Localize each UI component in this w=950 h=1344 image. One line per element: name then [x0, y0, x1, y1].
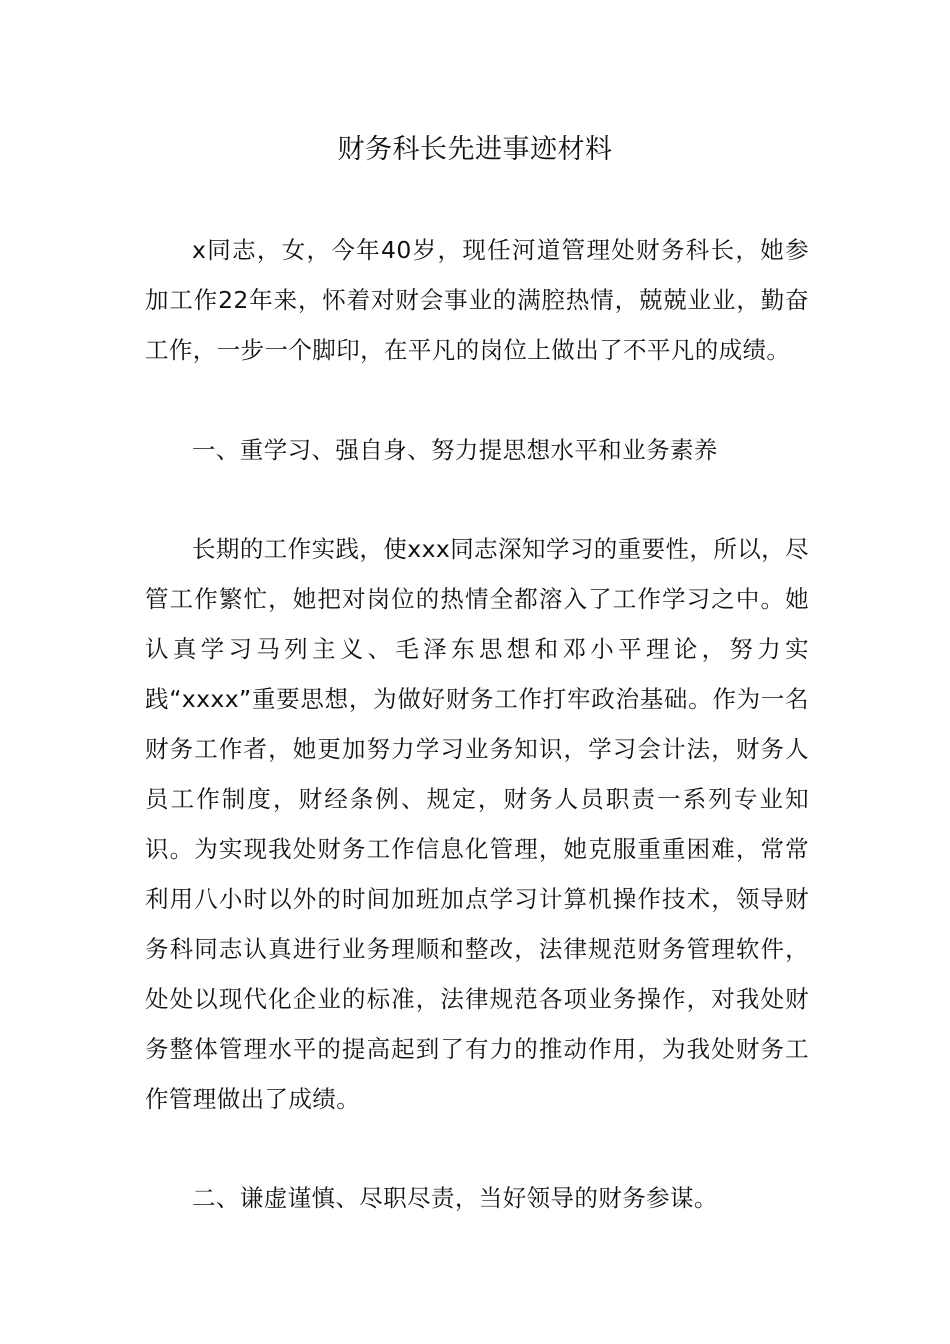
section-1-paragraph: 长期的工作实践，使xxx同志深知学习的重要性，所以，尽管工作繁忙，她把对岗位的热情全都溶入了工作学习之中。她认真学习马列主义、毛泽东思想和邓小平理论，努力实践“xxxx”重要思想，为做好财务工作打牢政治基础。作为一名财务工作者，她更加努力学习业务知识，学习会计法，财务人员工作制度，财经条例、规定，财务人员职责一系列专业知识。为实现我处财务工作信息化管理，她克服重重困难，常常利用八小时以外的时间加班加点学习计算机操作技术，领导财务科同志认真进行业务理顺和整改，法律规范财务管理软件，处处以现代化企业的标准，法律规范各项业务操作，对我处财务整体管理水平的提高起到了有力的推动作用，为我处财务工作管理做出了成绩。: [145, 535, 809, 1113]
section-1-heading: 一、重学习、强自身、努力提思想水平和业务素养: [192, 436, 718, 464]
document-title: 财务科长先进事迹材料: [337, 134, 613, 165]
section-2-heading: 二、谦虚谨慎、尽职尽责，当好领导的财务参谋。: [192, 1184, 718, 1212]
intro-paragraph: x同志，女，今年40岁，现任河道管理处财务科长，她参加工作22年来，怀着对财会事业的满腔热情，兢兢业业，勤奋工作，一步一个脚印，在平凡的岗位上做出了不平凡的成绩。: [145, 236, 809, 364]
